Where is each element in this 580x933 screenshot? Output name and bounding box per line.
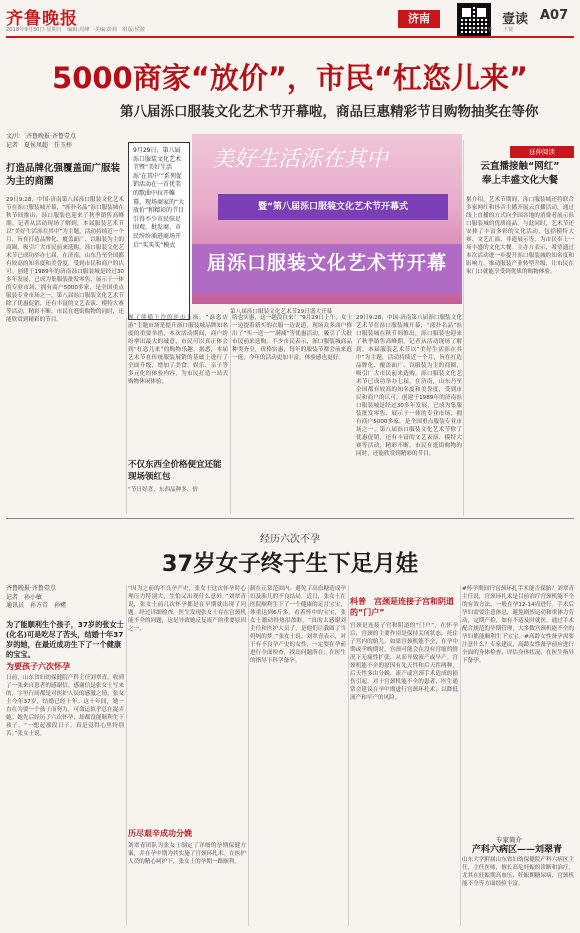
story2-intro: 为了能顺利生个孩子，37岁的张女士(化名)可是吃尽了苦头，结婚十年37岁的她，在最近成功生下了一个健康的宝宝。	[6, 620, 124, 659]
column-divider	[348, 585, 349, 926]
story2-column-4: 宫颈是连接子宫和阴道的“门户”，在怀孕后，宫颈的主要作用是保持关闭状态，托住子宫内的胎儿。如果宫颈机能不全，在孕中期或孕晚期时，宫颈可能会在没有宫缩的情况下无痛性扩张，从而导致流产或早产。宫颈机能不全的原因有先天性和后天性两种，后天性多由分娩、流产或宫颈手术造成的损伤引起。对于宫颈机能不全的患者，医生通常会建议在孕中期进行宫颈环扎术，以降低流产和早产的风险。	[350, 623, 458, 701]
photo-stage-text: 届泺口服装文化艺术节开幕	[206, 252, 447, 274]
section-divider	[6, 518, 574, 519]
lead-body-column-3: 络也实惠，这一趟没白来！”9月29日上午，女士一边提着新买的衣服一边说道。现场众多商户推出了“买一送一”“满减”等优惠活动，吸引了大批市民前来选购。不少市民表示，泺口服装城商品种类齐全，价格实惠，每年的服装节都会前来逛一逛，今年的活动更加丰富，体验感也更好。	[232, 315, 352, 361]
story2-subhead-3: 科普 宫颈是连接子宫和阴道的“门户”	[350, 597, 454, 617]
mini-story-text: “节日好喜，东西品种多，价	[128, 487, 199, 493]
story2-subhead-1: 为要孩子六次怀孕	[6, 662, 70, 671]
lead-body-column-4: 29日9:28，中国·济南第八届泺口服装文化艺术节在泺口服装城开幕，“泺扑名品”泺口服装城在秋节间推出，泺口服装也迎来了秋季销售高峰期。记者从活动现场了解到，本届服装艺术节以“美好生活泺在其中”为主题，活动持续近一个月，旨在打造品牌化、覆盖面广、以服装为主的商圈，吸引广大市民前来选购。泺口服装文化艺术节已成功举办七届，在济南，山东乃至全国都有较高的知名度和美誉度，受到市民和商户的认可。创建于1989年的济南泺口服装城是经过30多年发展，已成为集服装批发零售、展示于一体的专业市场，拥有商户5000多家，是全国重点服装专业市场之一。第八届泺口服装文化艺术节除了优惠促销，还有丰富的文艺表演、模特大赛等活动，精彩不断，市民在逛街购物的同时，还能欣赏到精彩的节目。	[356, 315, 462, 457]
story2-subhead-2: 历尽艰辛成功分娩	[128, 829, 192, 838]
pull-quote-text: 9月29日，第八届泺口服装文化艺术节暨“美好生活泺‘在其中’”系列促销活动在一首优美的歌曲中拉开帷幕，现场商家的“大放价”和精彩的节目引得不少市民驻足围观，批发商、市民纷纷涌进商场开启“买买买”模式	[133, 147, 185, 249]
column-divider	[126, 318, 127, 514]
photo-banner: 暨“第八届泺口服装文化艺术节开幕式	[218, 194, 448, 220]
story2-column-2b: 刘翠青团队为张女士制定了详细的孕期保健方案，并在孕中期为其实施了宫颈环扎术。在医护人员的精心呵护下，张女士的孕期一路顺利。	[128, 843, 246, 865]
expert-tag: 专家简介	[496, 836, 522, 844]
pull-quote-box	[128, 142, 190, 320]
sidebar-tab: 延伸阅读	[510, 146, 574, 158]
column-divider	[126, 585, 127, 926]
lead-headline: 5000商家“放价”，市民“杠恣儿来”	[52, 61, 528, 95]
date-line: 2018年9月30日 星期日 编辑:周峰 美编:彭莉 组版:侯盈	[6, 27, 145, 33]
sidebar-divider	[463, 140, 464, 516]
page-section-label: 壹读	[502, 12, 529, 27]
sidebar-body: 据介绍，艺术节期间，泺口服装城还将联合多家网红和抖音主播开展云直播活动，通过线上直播的方式向全国各地的消费者展示泺口服装城的优质商品。与此同时，艺术节还安排了丰富多彩的文化活动，包括模特大赛、文艺汇演、非遗展示等，为市民奉上一场丰盛的文化大餐。主办方表示，希望通过本次活动进一步提升泺口服装城的知名度和影响力，推动服装产业转型升级，让市民在家门口就能享受到优质的购物体验。	[466, 197, 574, 275]
story2-column-2: “因为之前的不良孕产史，张女士这次怀孕时心理压力特别大，生怕又出现什么意外。”刘翠青说，张女士前几次怀孕都是在早期就出现了问题。经过详细检查，医生发现张女士存在宫颈机能不全的问题，这是导致她反复流产的重要原因之一。	[128, 586, 246, 632]
sidebar-title: 云直播接触“网红” 奉上丰盛文化大餐	[480, 161, 560, 186]
photo-caption: 第八届泺口服装文化艺术节29日盛大开幕	[230, 309, 333, 315]
lead-body-column-1: 29日9:28，中国·济南第八届泺口服装文化艺术节在泺口服装城开幕，“泺扑名品”泺口服装城在秋节间推出，泺口服装也迎来了秋季销售高峰期。记者从活动现场了解到，本届服装艺术节以“美好生活泺在其中”为主题，活动持续近一个月，旨在打造品牌化、覆盖面广、以服装为主的商圈，吸引广大市民前来选购。泺口服装文化艺术节已成功举办七届，在济南，山东乃至全国都有较高的知名度和美誉度，受到市民和商户的认可。创建于1989年的济南泺口服装城是经过30多年发展，已成为集服装批发零售、展示于一体的专业市场，拥有商户5000多家，是全国重点服装专业市场之一。第八届泺口服装文化艺术节除了优惠促销，还有丰富的文艺表演、模特大赛等活动，精彩不断，市民在逛街购物的同时，还能欣赏到精彩的节目。	[6, 197, 124, 323]
editor-line: 校对:孙华 王贤	[470, 27, 514, 33]
section-tab: 济南	[398, 10, 440, 28]
mini-story	[128, 459, 222, 485]
story2-headline: 37岁女子终于生下足月娃	[161, 551, 419, 577]
column-divider	[230, 318, 231, 514]
mini-story-title: 不仅东西全价格便宜还能现场领红包	[128, 460, 222, 482]
lead-photo	[192, 134, 462, 304]
story2-kicker: 经历六次不孕	[260, 534, 320, 545]
column-divider	[460, 585, 461, 926]
lead-byline: 文/片 齐鲁晚报·齐鲁壹点 记者 夏侯凤超 任玉梓	[6, 133, 76, 149]
expert-name: 产科六病区——刘翠青	[472, 845, 563, 855]
masthead-logo: 齐鲁晚报	[6, 9, 78, 29]
lead-subtitle: 打造品牌化强覆盖面广服装为主的商圈	[6, 163, 121, 187]
header-divider	[6, 36, 574, 38]
story2-column-1: 日前，山东省妇幼保健院产科主任刘翠青，收到了一张来自患者的感谢信。感谢信是张女士写来的，字里行间都是对医护人员的感激之情。张女士今年37岁，结婚已经十年。这十年间，她一直在为要一个孩子而努力，可命运似乎总在捉弄她。她先后经历了六次怀孕，却都没能顺利生下孩子。“一想起那段日子，真是觉得心里特别苦。”张女士说。	[6, 675, 124, 737]
story2-column-3: 制在正常范围内。避免了高血糖造成孕妇及胎儿的不良结局。近日，张女士在医院顺利生下了一个健康的足月宝宝，体重达到6斤多。看着怀中的宝宝，张女士激动得热泪盈眶。“真的太感谢刘主任和医护人员了，是他们让我圆了当妈妈的梦。”张女士说。刘翠青表示，对于有不良孕产史的女性，一定要在孕前进行全面检查，找出问题所在，在医生的指导下科学备孕。	[250, 586, 346, 664]
photo-art-text: 美好生活泺在其中	[212, 147, 389, 172]
qa-column: #怀孕期间行宫颈环扎手术能否保胎？刘翠青主任说，宫颈环扎术是目前治疗宫颈机能不全的有效方法，一般在孕12-14周进行。手术后孕妇需要注意休息，避免剧烈运动和重体力劳动，定期产检，如有不适及时就医。通过手术配合规范的孕期管理，大多数宫颈机能不全的孕妇都能顺利生下宝宝。#高龄女性备孕需要注意什么？专家建议，高龄女性备孕前应进行全面的身体检查，评估身体状况，在医生指导下备孕。	[462, 586, 574, 664]
column-divider	[248, 585, 249, 926]
page-number: A07	[540, 8, 569, 23]
story2-byline: 齐鲁晚报·齐鲁壹点 记者 孙小敏 通讯员 孙方青 孙褚	[6, 585, 67, 609]
lead-subheadline: 第八届泺口服装文化艺术节开幕啦，商品巨惠精彩节目购物抽奖在等你	[120, 104, 539, 120]
expert-bio: 山东大学附属山东省妇幼保健院产科六病区主任，主任医师，擅长高危妊娠的诊断和治疗，尤其在妊娠期高血压、妊娠期糖尿病、宫颈机能不全等方面经验丰富。	[462, 857, 574, 887]
lead-body-column-2: 现了熊猫下沙的逆市上扬。“泺恣店游”主题市场是提升泺口服装城品牌知名度的重要举措，本次活动期间，商户纷纷拿出最大的诚意，市民可以真正体会到“杠恣儿来”的购物乐趣。据悉，本届艺术节在传统服装展销的基础上进行了全面升级，增加了美食、娱乐、亲子等多元化的体验内容，为市民打造一站式购物休闲体验。	[128, 315, 228, 385]
